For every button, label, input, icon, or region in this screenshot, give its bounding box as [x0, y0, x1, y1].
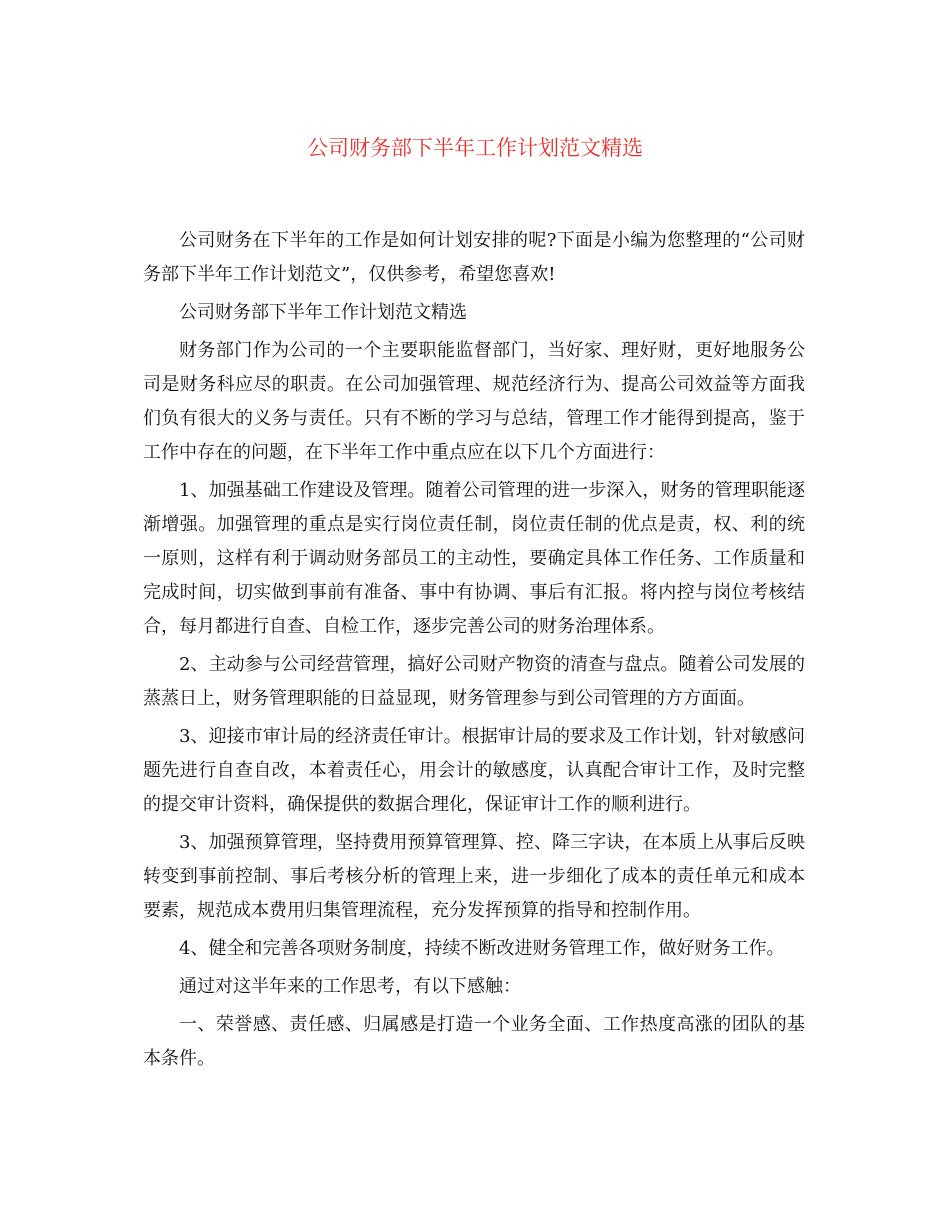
paragraph-item-1: 1、加强基础工作建设及管理。随着公司管理的进一步深入，财务的管理职能逐渐增强。加强管理的重点是实行岗位责任制，岗位责任制的优点是责，权、利的统一原则，这样有利于调动财务部员工的主动性，要确定具体工作任务、工作质量和完成时间，切实做到事前有准备、事中有协调、事后有汇报。将内控与岗位考核结合，每月都进行自查、自检工作，逐步完善公司的财务治理体系。 [143, 480, 805, 637]
paragraph-reflection: 通过对这半年来的工作思考，有以下感触： [179, 976, 521, 997]
paragraph-item-3-budget: 3、加强预算管理，坚持费用预算管理算、控、降三字诀，在本质上从事后反映转变到事前控制、事后考核分析的管理上来，进一步细化了成本的责任单元和成本要素，规范成本费用归集管理流程，充分发挥预算的指导和控制作用。 [143, 832, 805, 921]
paragraph-item-2: 2、主动参与公司经营管理，搞好公司财产物资的清查与盘点。随着公司发展的蒸蒸日上，财务管理职能的日益显现，财务管理参与到公司管理的方方面面。 [143, 654, 805, 709]
paragraph-subtitle: 公司财务部下半年工作计划范文精选 [179, 302, 467, 323]
document-title: 公司财务部下半年工作计划范文精选 [307, 136, 643, 160]
document-body [143, 224, 805, 1080]
paragraph-intro: 公司财务在下半年的工作是如何计划安排的呢?下面是小编为您整理的“公司财务部下半年工作计划范文”，仅供参考，希望您喜欢! [143, 230, 805, 285]
paragraph-item-4: 4、健全和完善各项财务制度，持续不断改进财务管理工作，做好财务工作。 [179, 938, 785, 959]
paragraph-point-1: 一、荣誉感、责任感、归属感是打造一个业务全面、工作热度高涨的团队的基本条件。 [143, 1014, 805, 1069]
paragraph-item-3-audit: 3、迎接市审计局的经济责任审计。根据审计局的要求及工作计划，针对敏感问题先进行自查自改，本着责任心，用会计的敏感度，认真配合审计工作，及时完整的提交审计资料，确保提供的数据合理化，保证审计工作的顺利进行。 [143, 726, 805, 815]
paragraph-overview: 财务部门作为公司的一个主要职能监督部门，当好家、理好财，更好地服务公司是财务科应尽的职责。在公司加强管理、规范经济行为、提高公司效益等方面我们负有很大的义务与责任。只有不断的学习与总结，管理工作才能得到提高，鉴于工作中存在的问题，在下半年工作中重点应在以下几个方面进行： [143, 340, 805, 463]
